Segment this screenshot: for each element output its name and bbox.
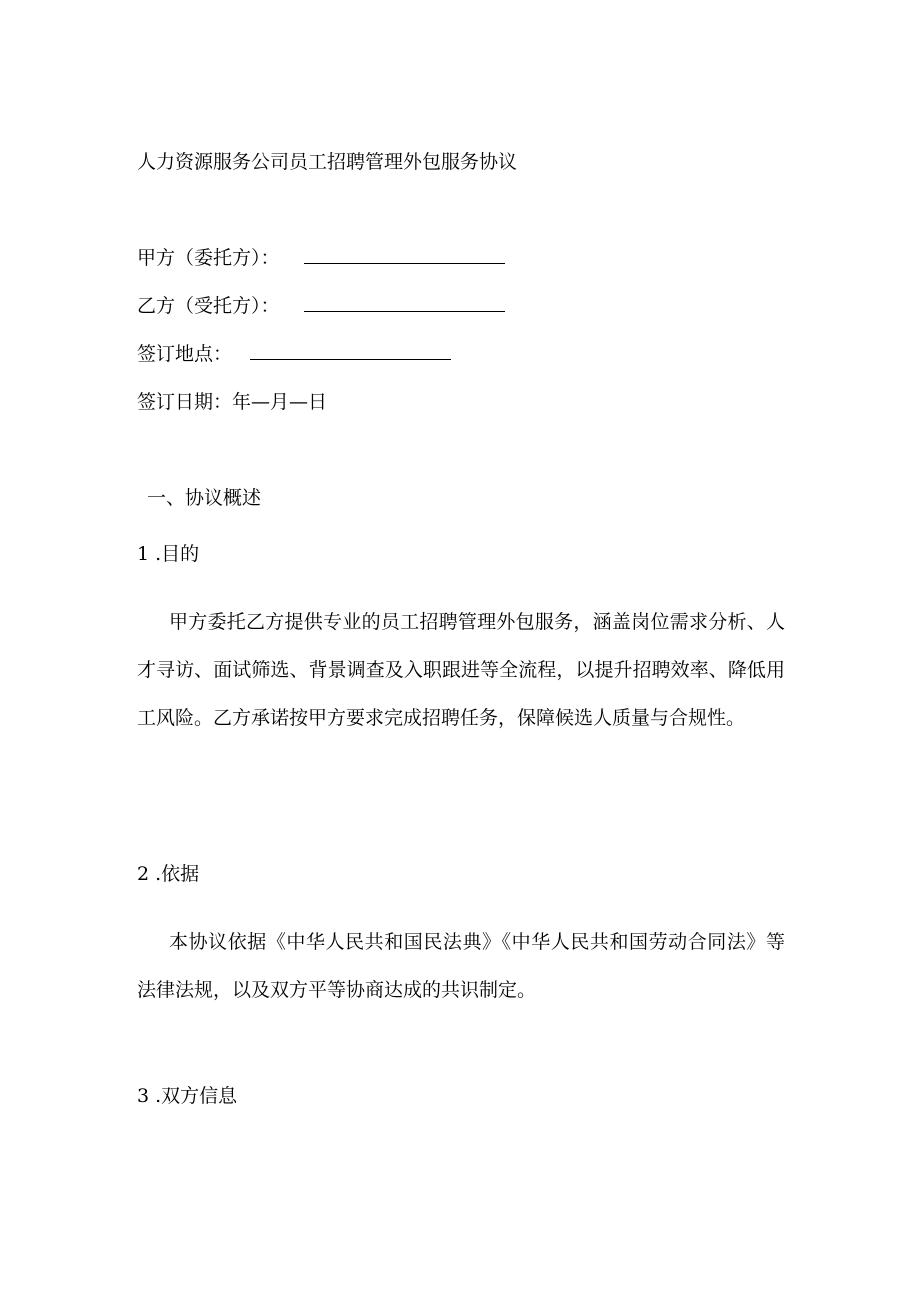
date-line: 签订日期：年—月—日 xyxy=(137,391,328,413)
subsection-3-heading: 3 .双方信息 xyxy=(137,1085,238,1107)
party-b-blank xyxy=(304,296,505,312)
party-a-label: 甲方（委托方）： xyxy=(137,247,280,269)
subsection-1-heading: 1 .目的 xyxy=(137,543,200,565)
party-b-label: 乙方（受托方）： xyxy=(137,295,280,317)
subsection-1-text: 甲方委托乙方提供专业的员工招聘管理外包服务，涵盖岗位需求分析、人才寻访、面试筛选、背景调查及入职跟进等全流程，以提升招聘效率、降低用工风险。乙方承诺按甲方要求完成招聘任务，保障候选人质量与合规性。 xyxy=(137,611,785,729)
subsection-2-text: 本协议依据《中华人民共和国民法典》《中华人民共和国劳动合同法》等法律法规，以及双方平等协商达成的共识制定。 xyxy=(137,931,785,1001)
document-title: 人力资源服务公司员工招聘管理外包服务协议 xyxy=(137,151,518,173)
place-field xyxy=(137,342,451,366)
party-a-blank xyxy=(304,248,505,264)
party-b-field xyxy=(137,294,505,318)
place-label: 签订地点： xyxy=(137,343,233,365)
subsection-2-heading: 2 .依据 xyxy=(137,863,200,885)
place-blank xyxy=(250,344,451,360)
section-1-heading: 一、协议概述 xyxy=(147,487,262,509)
party-a-field xyxy=(137,246,505,270)
